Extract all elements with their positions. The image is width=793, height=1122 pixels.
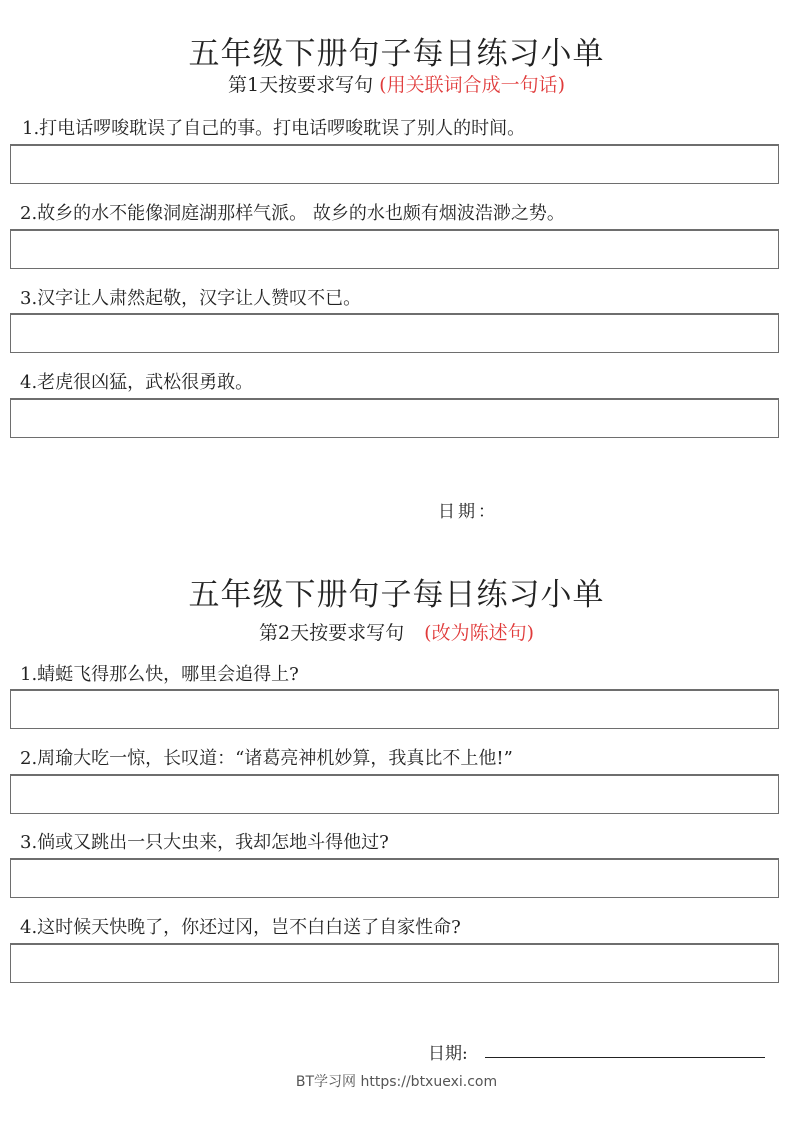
answer-box-2-day2[interactable] xyxy=(10,774,779,814)
answer-box-3-day2[interactable] xyxy=(10,858,779,898)
subtitle-day2 xyxy=(0,618,793,645)
subtitle-day1 xyxy=(0,70,793,97)
question-4-day2: 4.这时候天快晚了，你还过冈，岂不白白送了自家性命? xyxy=(20,917,461,938)
page-title-day2: 五年级下册句子每日练习小单 xyxy=(188,577,605,613)
subtitle-note-day1: (用关联词合成一句话) xyxy=(379,74,565,96)
question-4-day1: 4.老虎很凶猛，武松很勇敢。 xyxy=(20,372,254,393)
date-label-day1: 日期： xyxy=(438,502,498,522)
date-fill-line-day2[interactable] xyxy=(485,1057,765,1058)
question-3-day1: 3.汉字让人肃然起敬，汉字让人赞叹不已。 xyxy=(20,288,362,309)
answer-box-2-day1[interactable] xyxy=(10,229,779,269)
question-1-day1: 1.打电话啰唆耽误了自己的事。打电话啰唆耽误了别人的时间。 xyxy=(22,118,526,139)
page-title-day1: 五年级下册句子每日练习小单 xyxy=(188,36,605,72)
subtitle-note-day2: (改为陈述句) xyxy=(424,622,534,644)
question-1-day2: 1.蜻蜓飞得那么快，哪里会追得上? xyxy=(20,664,299,685)
answer-box-1-day2[interactable] xyxy=(10,689,779,729)
subtitle-main-day1: 第1天按要求写句 xyxy=(228,74,374,96)
subtitle-main-day2: 第2天按要求写句 xyxy=(259,622,405,644)
answer-box-3-day1[interactable] xyxy=(10,313,779,353)
question-2-day1: 2.故乡的水不能像洞庭湖那样气派。 故乡的水也颇有烟波浩渺之势。 xyxy=(20,203,565,224)
answer-box-4-day2[interactable] xyxy=(10,943,779,983)
answer-box-1-day1[interactable] xyxy=(10,144,779,184)
date-label-day2: 日期: xyxy=(428,1044,468,1064)
answer-box-4-day1[interactable] xyxy=(10,398,779,438)
footer-watermark: BT学习网 https://btxuexi.com xyxy=(295,1074,498,1090)
question-2-day2: 2.周瑜大吃一惊，长叹道：“诸葛亮神机妙算，我真比不上他!” xyxy=(20,748,513,769)
question-3-day2: 3.倘或又跳出一只大虫来，我却怎地斗得他过? xyxy=(20,832,389,853)
